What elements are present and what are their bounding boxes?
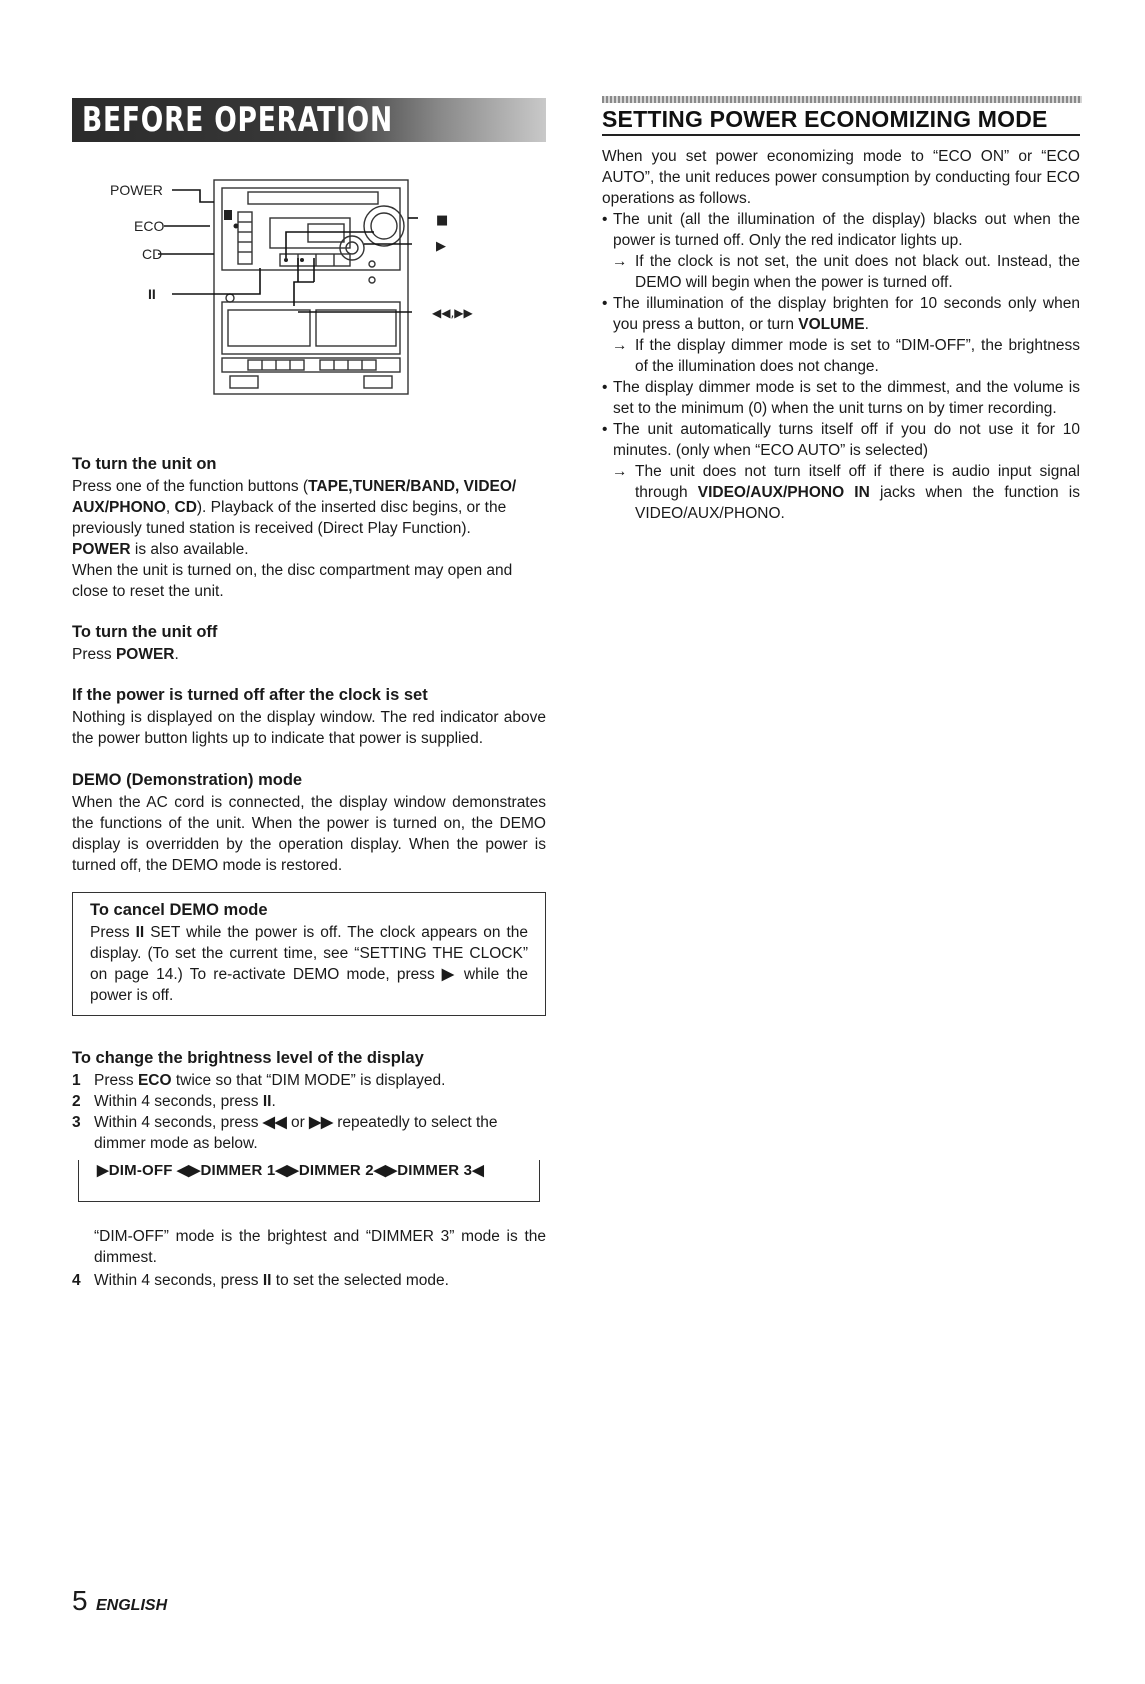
demo-heading: DEMO (Demonstration) mode [72,771,303,789]
page-number: 5 [72,1585,88,1616]
cd-label: CD [142,246,163,262]
pause-label: II [148,286,156,302]
heading-rule [602,96,1082,103]
right-heading: SETTING POWER ECONOMIZING MODE [602,106,1048,132]
dimmer-cycle-text: ▶DIM-OFF ◀▶DIMMER 1◀▶DIMMER 2◀▶DIMMER 3◀ [94,1161,487,1179]
skip-label: ◀◀,▶▶ [432,306,473,320]
turn-off-heading: To turn the unit off [72,623,218,641]
brightness-heading: To change the brightness level of the display [72,1049,424,1067]
language-label: ENGLISH [96,1597,168,1614]
clock-set-text: Nothing is displayed on the display window. The red indicator above the power button lights up to indicate that power is supplied. [72,709,546,747]
eco-intro: When you set power economizing mode to “ECO ON” or “ECO AUTO”, the unit reduces power consumption by conducting four ECO operations as follows. [602,148,1080,207]
eco-label: ECO [134,218,165,234]
stereo-unit-illustration [72,172,512,407]
eco-bullet-2: • The illumination of the display brighten for 10 seconds only when you press a button, or turn VOLUME. [602,293,1080,335]
turn-on-text: Press one of the function buttons (TAPE,TUNER/BAND, VIDEO/ AUX/PHONO, CD). Playback of the inserted disc begins, or the previously tuned station is received (Direct Play Function). POWER is also available. When the unit is turned on, the disc compartment may open and close to reset the unit. [72,478,517,600]
turn-off-text: Press POWER. [72,646,179,663]
turn-on-heading: To turn the unit on [72,455,217,473]
cancel-demo-text: Press II SET while the power is off. The clock appears on the display. (To set the current time, see “SETTING THE CLOCK” on page 14.) To re-activate DEMO mode, press ▶ while the power is off. [90,924,528,1004]
brightness-step-4: 4 Within 4 seconds, press II to set the selected mode. [72,1272,449,1289]
dimmer-note: “DIM-OFF” mode is the brightest and “DIMMER 3” mode is the dimmest. [94,1228,546,1266]
play-label: ▶ [436,239,446,254]
section-banner-title: BEFORE OPERATION [82,100,393,140]
eco-bullets [602,209,1080,524]
brightness-step-1: 1 Press ECO twice so that “DIM MODE” is displayed. [72,1072,446,1089]
eco-bullet-2-note: → If the display dimmer mode is set to “DIM-OFF”, the brightness of the illumination does not change. [602,335,1080,377]
power-label: POWER [110,182,163,198]
brightness-step-3: 3 Within 4 seconds, press ◀◀ or ▶▶ repeatedly to select the dimmer mode as below. [72,1114,498,1152]
eco-bullet-4-note: → The unit does not turn itself off if there is audio input signal through VIDEO/AUX/PHONO IN jacks when the function is VIDEO/AUX/PHONO. [602,461,1080,524]
eco-bullet-3: • The display dimmer mode is set to the dimmest, and the volume is set to the minimum (0) when the unit turns on by timer recording. [602,377,1080,419]
stop-label: ■ [436,213,449,228]
cancel-demo-heading: To cancel DEMO mode [90,901,268,919]
section-banner [72,98,546,142]
brightness-step-2: 2 Within 4 seconds, press II. [72,1093,276,1110]
eco-bullet-1: • The unit (all the illumination of the display) blacks out when the power is turned off. Only the red indicator lights up. [602,209,1080,251]
eco-bullet-1-note: → If the clock is not set, the unit does not black out. Instead, the DEMO will begin when the power is turned off. [602,251,1080,293]
demo-text: When the AC cord is connected, the display window demonstrates the functions of the unit. When the power is turned on, the DEMO display is overridden by the operation display. When the power is turned off, the DEMO mode is restored. [72,794,546,874]
eco-bullet-4: • The unit automatically turns itself off if you do not use it for 10 minutes. (only when “ECO AUTO” is selected) [602,419,1080,461]
clock-set-heading: If the power is turned off after the clock is set [72,686,428,704]
heading-underline [602,134,1080,136]
